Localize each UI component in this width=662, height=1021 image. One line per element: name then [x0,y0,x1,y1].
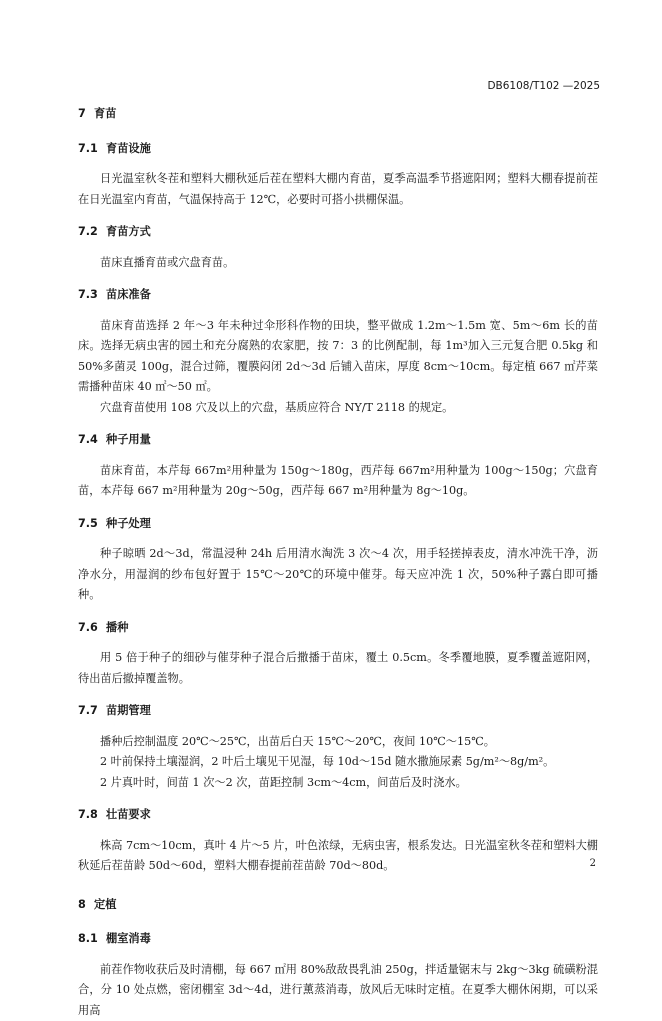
paragraph: 种子晾晒 2d～3d，常温浸种 24h 后用清水淘洗 3 次～4 次，用手轻搓掉表皮，清水冲洗干净，沥净水分，用湿润的纱布包好置于 15℃～20℃的环境中催芽。每天应冲洗 1 次，50%种子露白即可播种。 [78,544,598,606]
subsection-heading-7-4 [78,430,598,451]
subsection-title: 壮苗要求 [106,808,151,821]
paragraph: 苗床育苗，本芹每 667m²用种量为 150g～180g，西芹每 667m²用种量为 100g～150g；穴盘育苗，本芹每 667 m²用种量为 20g～50g，西芹每 667 m²用种量为 8g～10g。 [78,461,598,502]
subsection-number: 7.8 [78,805,106,826]
paragraph: 用 5 倍于种子的细砂与催芽种子混合后撒播于苗床，覆土 0.5cm。冬季覆地膜，夏季覆盖遮阳网，待出苗后撤掉覆盖物。 [78,648,598,689]
section-number: 7 [78,104,94,125]
page-content [78,104,598,1021]
list-line: 播种后控制温度 20℃～25℃，出苗后白天 15℃～20℃，夜间 10℃～15℃。 [78,732,598,753]
subsection-number: 7.1 [78,139,106,160]
subsection-number: 7.6 [78,618,106,639]
section-heading-8 [78,895,598,916]
subsection-heading-7-5 [78,514,598,535]
subsection-heading-7-6 [78,618,598,639]
paragraph: 苗床直播育苗或穴盘育苗。 [78,253,598,274]
paragraph: 株高 7cm～10cm，真叶 4 片～5 片，叶色浓绿，无病虫害，根系发达。日光温室秋冬茬和塑料大棚秋延后茬苗龄 50d～60d，塑料大棚春提前茬苗龄 70d～80d。 [78,836,598,877]
subsection-title: 种子用量 [106,433,151,446]
paragraph: 穴盘育苗使用 108 穴及以上的穴盘，基质应符合 NY/T 2118 的规定。 [78,398,598,419]
list-line: 2 叶前保持土壤湿润，2 叶后土壤见干见湿，每 10d～15d 随水撒施尿素 5g/m²～8g/m²。 [78,752,598,773]
subsection-number: 7.4 [78,430,106,451]
subsection-number: 7.5 [78,514,106,535]
subsection-title: 苗期管理 [106,704,151,717]
page-number: 2 [590,858,596,869]
subsection-number: 8.1 [78,929,106,950]
list-line: 2 片真叶时，间苗 1 次～2 次，苗距控制 3cm～4cm，间苗后及时浇水。 [78,773,598,794]
section-number: 8 [78,895,94,916]
paragraph: 苗床育苗选择 2 年～3 年未种过伞形科作物的田块，整平做成 1.2m～1.5m 宽、5m～6m 长的苗床。选择无病虫害的园土和充分腐熟的农家肥，按 7：3 的比例配制，每 1m³加入三元复合肥 0.5kg 和 50%多菌灵 100g，混合过筛，覆膜闷闭 2d～3d 后铺入苗床，厚度 8cm～10cm。每定植 667 ㎡芹菜需播种苗床 40 ㎡～50 ㎡。 [78,316,598,398]
subsection-title: 育苗设施 [106,142,151,155]
subsection-heading-7-7 [78,701,598,722]
subsection-number: 7.2 [78,222,106,243]
subsection-number: 7.7 [78,701,106,722]
subsection-title: 播种 [106,621,128,634]
subsection-title: 棚室消毒 [106,932,151,945]
subsection-heading-7-3 [78,285,598,306]
section-title: 定植 [94,898,116,911]
subsection-title: 苗床准备 [106,288,151,301]
document-code: DB6108/T102 —2025 [487,80,600,92]
subsection-title: 种子处理 [106,517,151,530]
subsection-heading-7-2 [78,222,598,243]
subsection-heading-7-1 [78,139,598,160]
paragraph: 前茬作物收获后及时清棚，每 667 ㎡用 80%敌敌畏乳油 250g，拌适量锯末与 2kg～3kg 硫磺粉混合，分 10 处点燃，密闭棚室 3d～4d，进行薰蒸消毒，放风后无味时定植。在夏季大棚休闲期，可以采用高 [78,960,598,1021]
paragraph: 日光温室秋冬茬和塑料大棚秋延后茬在塑料大棚内育苗，夏季高温季节搭遮阳网；塑料大棚春提前茬在日光温室内育苗，气温保持高于 12℃，必要时可搭小拱棚保温。 [78,169,598,210]
subsection-title: 育苗方式 [106,225,151,238]
section-heading-7 [78,104,598,125]
subsection-number: 7.3 [78,285,106,306]
subsection-heading-7-8 [78,805,598,826]
subsection-heading-8-1 [78,929,598,950]
section-title: 育苗 [94,107,116,120]
